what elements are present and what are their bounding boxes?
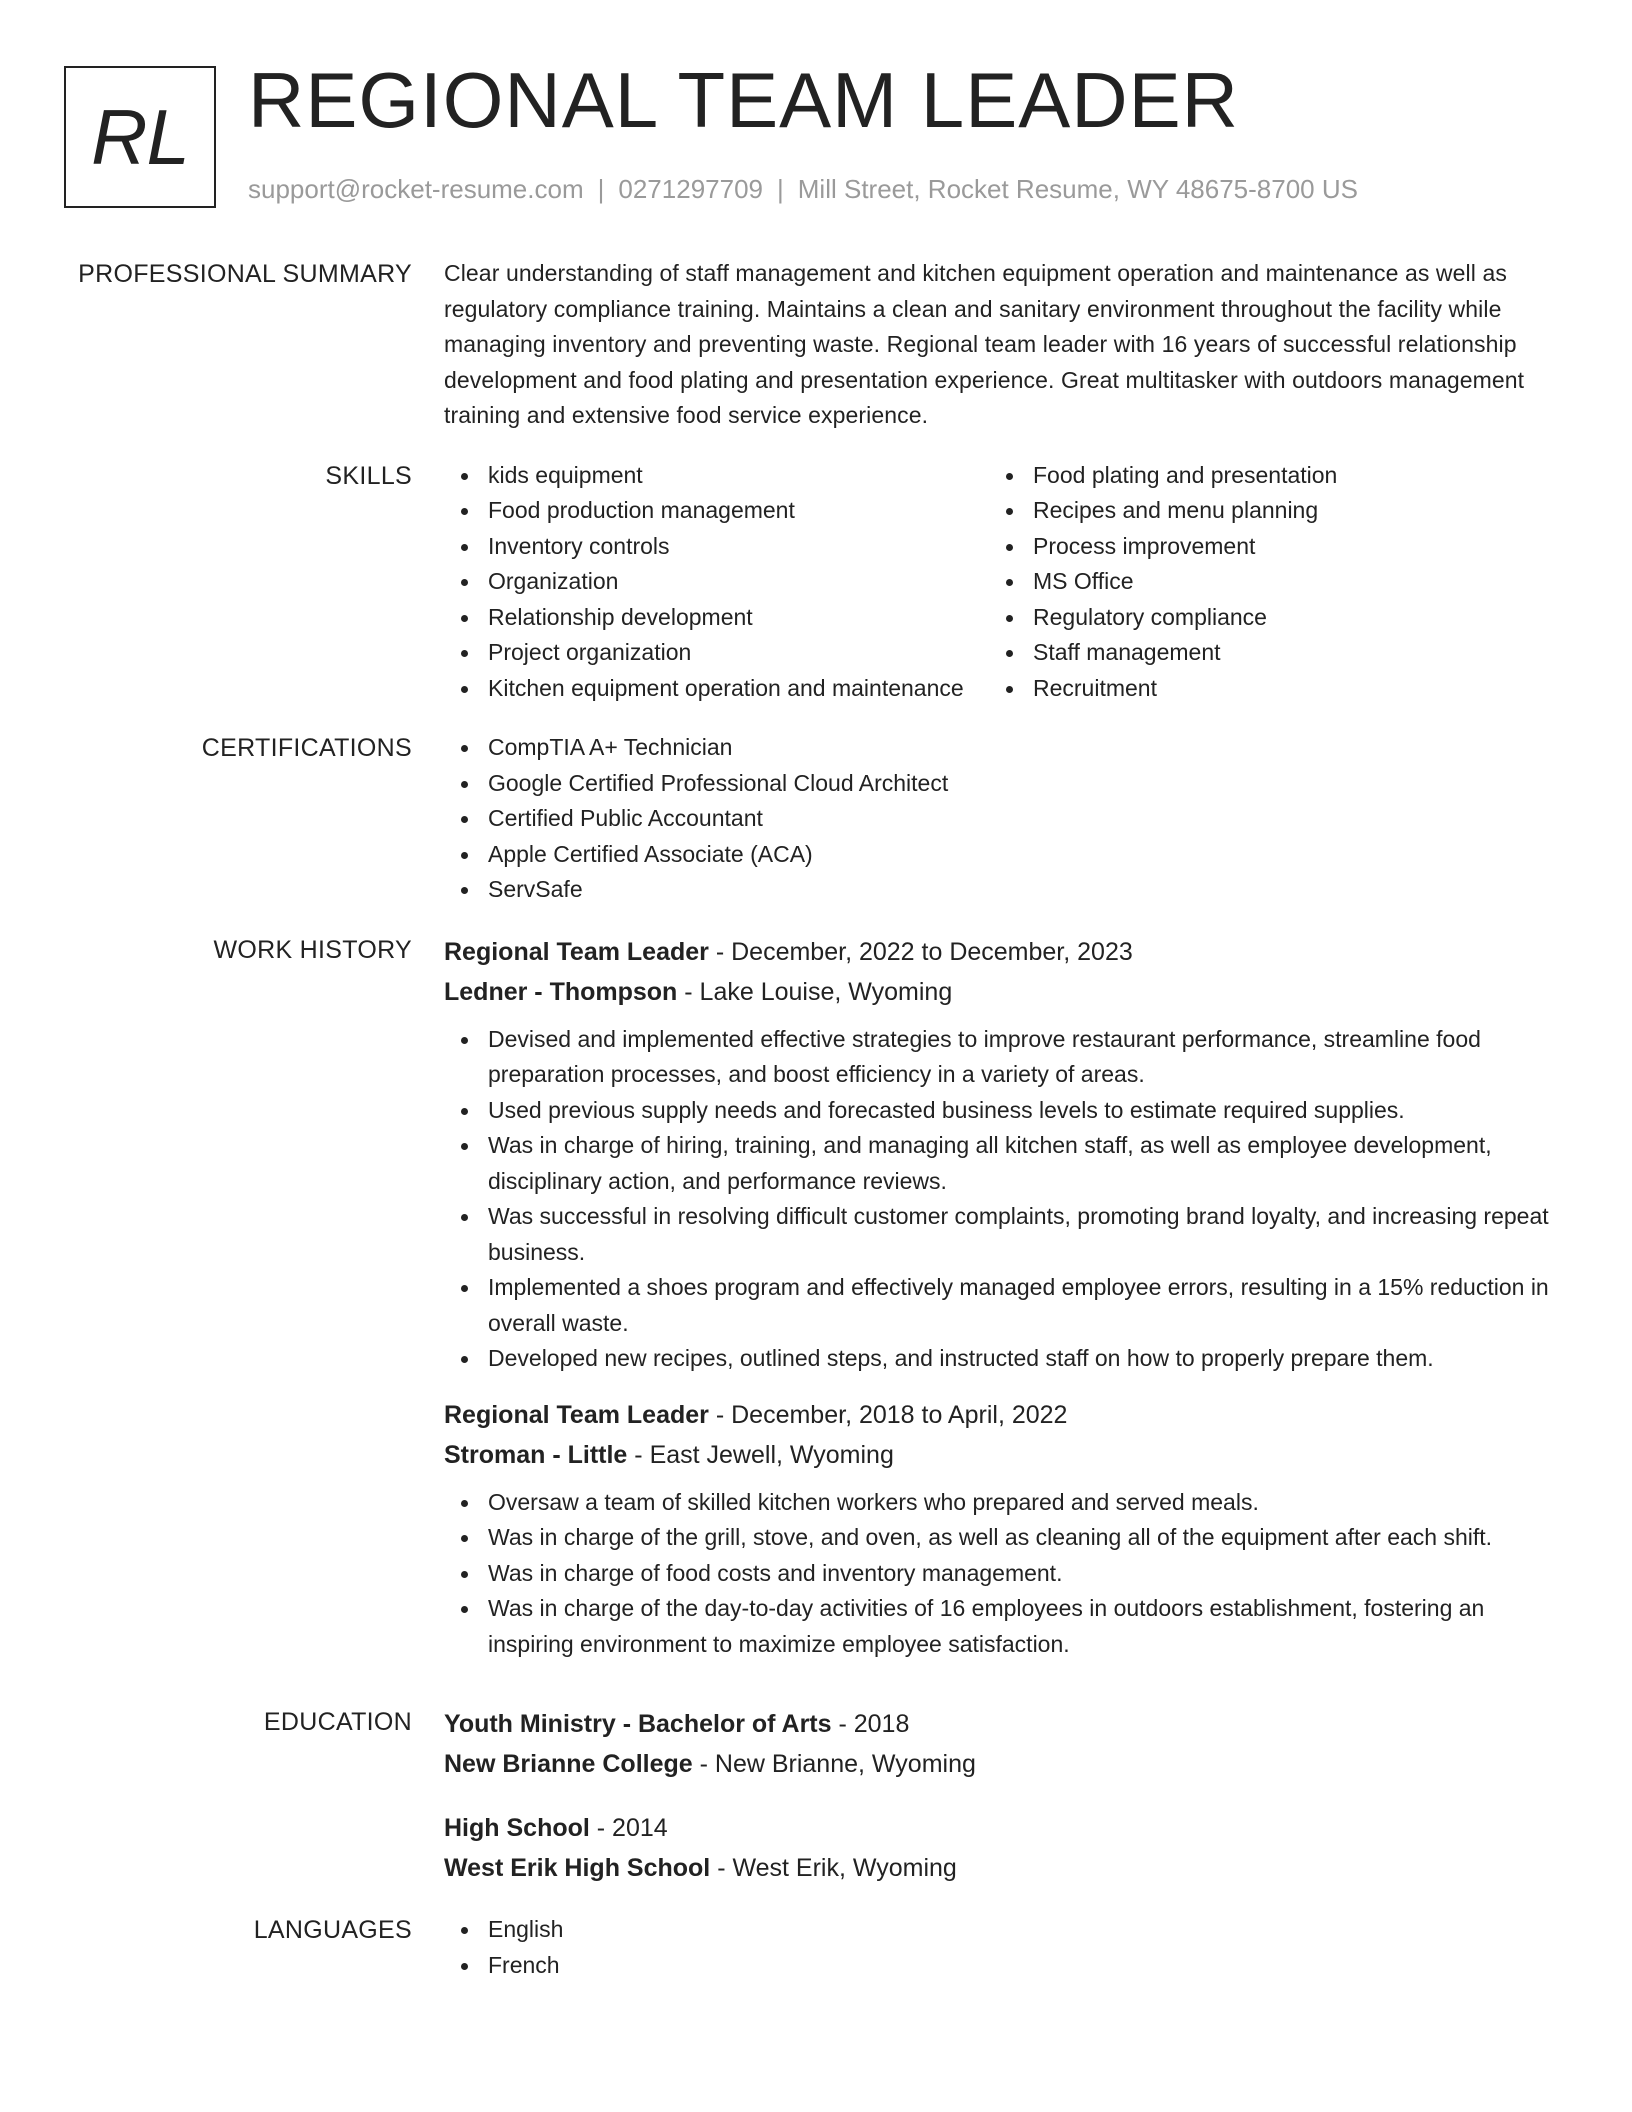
skill-item: Inventory controls [444,529,989,565]
job-company: Stroman - Little [444,1440,628,1469]
contact-line [248,174,1358,205]
section-heading: CERTIFICATIONS [201,734,412,762]
certification-item: CompTIA A+ Technician [444,730,1554,766]
job-bullet: Was in charge of the grill, stove, and oven, as well as cleaning all of the equipment after each shift. [444,1520,1554,1556]
school-name: New Brianne College [444,1750,693,1778]
certification-item: Google Certified Professional Cloud Architect [444,766,1554,802]
dash: - [692,1750,715,1778]
job-company-line [444,1435,1554,1475]
job-dates: December, 2022 to December, 2023 [731,937,1133,966]
job-bullets [444,1022,1554,1377]
job-bullet: Was in charge of hiring, training, and managing all kitchen staff, as well as employee development, disciplinary action, and performance reviews. [444,1128,1554,1199]
dash: - [627,1440,650,1469]
job-bullets [444,1485,1554,1663]
job-entry [444,1395,1554,1663]
degree-line [444,1704,1554,1744]
graduation-year: 2014 [612,1814,668,1842]
languages-list [444,1912,1554,1983]
section-languages [0,1912,1632,1983]
job-bullet: Developed new recipes, outlined steps, and instructed staff on how to properly prepare them. [444,1341,1554,1377]
skill-item: Recruitment [989,671,1534,707]
school-location: New Brianne, Wyoming [714,1750,976,1778]
language-item: French [444,1948,1554,1984]
summary-text: Clear understanding of staff management and kitchen equipment operation and maintenance as well as regulatory compliance training. Maintains a clean and sanitary environment throughout the facility while managing inventory and preventing waste. Regional team leader with 16 years of successful relationship development and food plating and presentation experience. Great multitasker with outdoors management training and extensive food service experience. [444,260,1525,428]
skills-column-2 [989,458,1534,707]
section-certifications [0,730,1632,908]
job-entry [444,932,1554,1377]
contact-separator: | [777,174,784,204]
degree: Youth Ministry - Bachelor of Arts [444,1710,832,1738]
section-summary [0,256,1632,434]
job-title-line [444,1395,1554,1435]
dash: - [589,1814,613,1842]
job-bullet: Implemented a shoes program and effectively managed employee errors, resulting in a 15% reduction in overall waste. [444,1270,1554,1341]
skill-item: Organization [444,564,989,600]
skill-item: Process improvement [989,529,1534,565]
job-title: Regional Team Leader [444,937,709,966]
dash: - [710,1854,733,1882]
job-location: Lake Louise, Wyoming [699,977,953,1006]
contact-phone: 0271297709 [618,174,763,204]
contact-email: support@rocket-resume.com [248,174,584,204]
monogram-initials: RL [64,66,216,208]
section-heading: SKILLS [325,461,412,490]
section-skills [0,458,1632,707]
school-name: West Erik High School [444,1854,711,1882]
certification-item: ServSafe [444,872,1554,908]
skill-item: kids equipment [444,458,989,494]
job-bullet: Devised and implemented effective strategies to improve restaurant performance, streamline food preparation processes, and boost efficiency in a variety of areas. [444,1022,1554,1093]
skill-item: Food plating and presentation [989,458,1534,494]
skill-item: Regulatory compliance [989,600,1534,636]
job-dates: December, 2018 to April, 2022 [731,1400,1068,1429]
skill-item: MS Office [989,564,1534,600]
contact-separator: | [597,174,605,204]
dash: - [831,1710,854,1738]
certifications-list [444,730,1554,908]
degree-line [444,1808,1554,1848]
education-entry [444,1808,1554,1888]
graduation-year: 2018 [853,1710,910,1738]
skill-item: Recipes and menu planning [989,493,1534,529]
section-heading: EDUCATION [263,1708,412,1736]
section-education [0,1704,1632,1888]
certification-item: Certified Public Accountant [444,801,1554,837]
dash: - [708,1400,732,1429]
section-heading: WORK HISTORY [213,935,412,964]
education-entry [444,1704,1554,1784]
job-title-line [444,932,1554,972]
skills-column-1 [444,458,989,707]
resume-title: REGIONAL TEAM LEADER [248,56,1239,144]
skill-item: Staff management [989,635,1534,671]
job-bullet: Was successful in resolving difficult customer complaints, promoting brand loyalty, and increasing repeat business. [444,1199,1554,1270]
resume-sections [0,256,1632,2007]
school-line [444,1848,1554,1888]
school-line [444,1744,1554,1784]
skills-grid [444,458,1554,707]
skill-item: Kitchen equipment operation and maintenance [444,671,989,707]
skill-item: Project organization [444,635,989,671]
section-heading: PROFESSIONAL SUMMARY [78,260,412,288]
language-item: English [444,1912,1554,1948]
dash: - [677,977,700,1006]
job-bullet: Was in charge of the day-to-day activities of 16 employees in outdoors establishment, fostering an inspiring environment to maximize employee satisfaction. [444,1591,1554,1662]
contact-address: Mill Street, Rocket Resume, WY 48675-8700 US [797,174,1358,204]
job-location: East Jewell, Wyoming [649,1440,894,1469]
school-location: West Erik, Wyoming [732,1854,957,1882]
section-heading: LANGUAGES [253,1916,412,1944]
job-bullet: Oversaw a team of skilled kitchen workers who prepared and served meals. [444,1485,1554,1521]
degree: High School [444,1814,590,1842]
job-bullet: Was in charge of food costs and inventory management. [444,1556,1554,1592]
job-company: Ledner - Thompson [444,977,678,1006]
skill-item: Food production management [444,493,989,529]
dash: - [708,937,732,966]
job-bullet: Used previous supply needs and forecasted business levels to estimate required supplies. [444,1093,1554,1129]
certification-item: Apple Certified Associate (ACA) [444,837,1554,873]
section-work-history [0,932,1632,1681]
job-title: Regional Team Leader [444,1400,709,1429]
skill-item: Relationship development [444,600,989,636]
job-company-line [444,972,1554,1012]
